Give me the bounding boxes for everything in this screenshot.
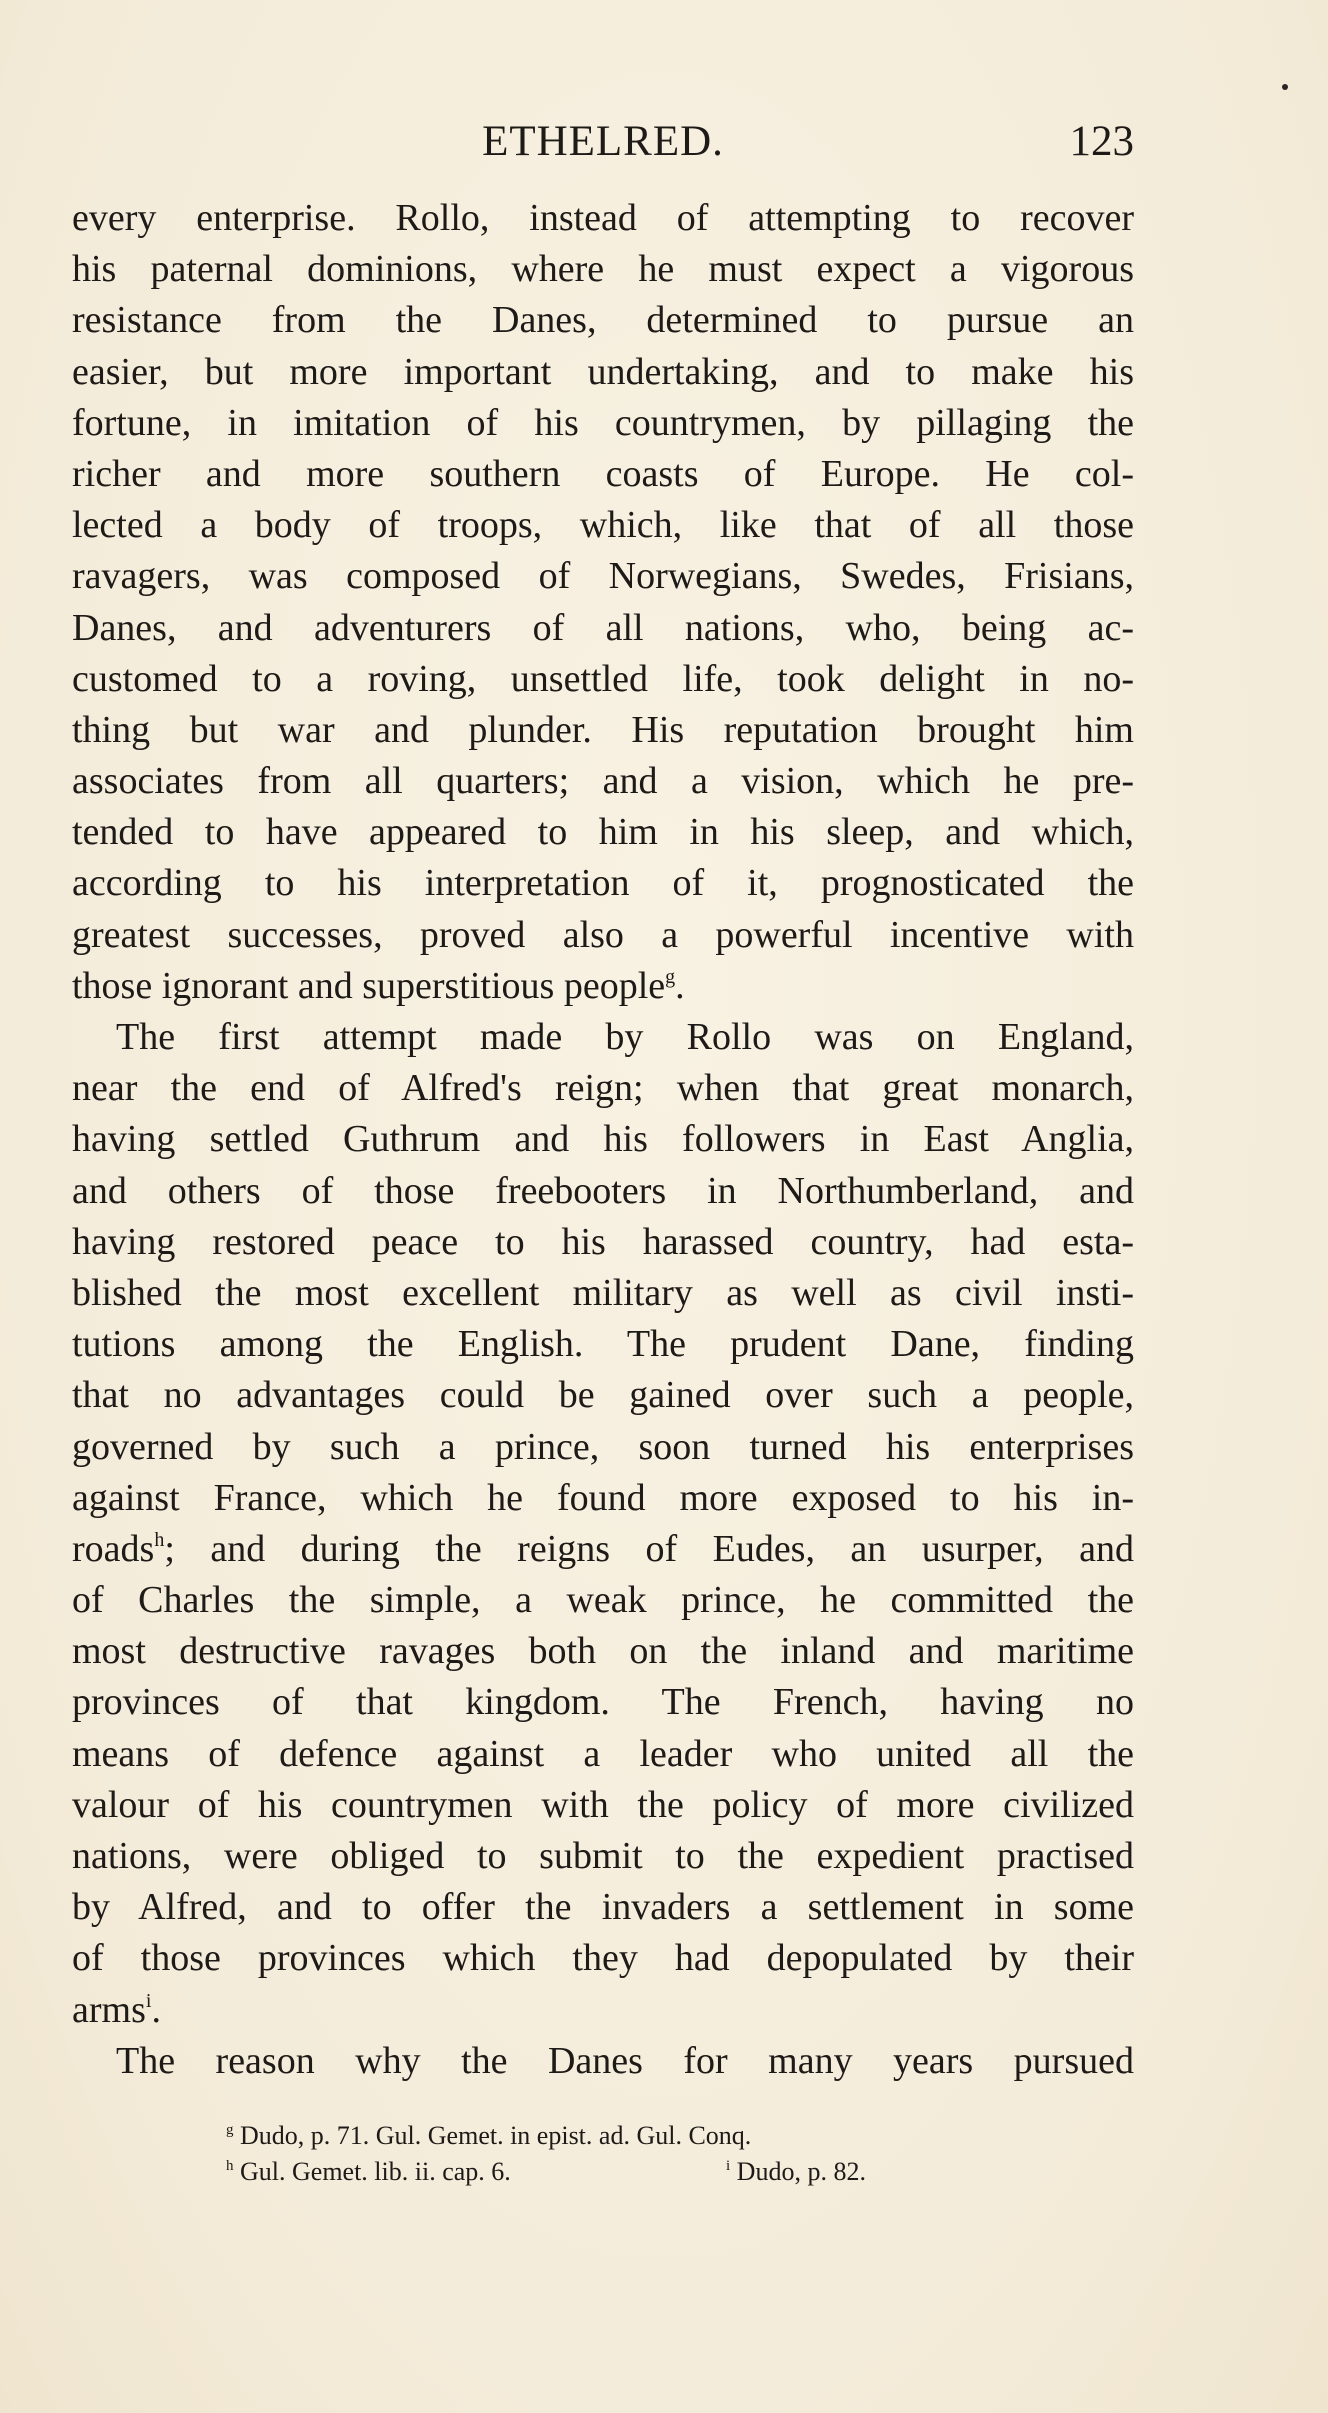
footnote-i bbox=[726, 2154, 866, 2190]
footnote-text: Gul. Gemet. lib. ii. cap. 6. bbox=[240, 2157, 511, 2186]
text-line: every enterprise. Rollo, instead of attempting to recover bbox=[72, 197, 1134, 239]
text-line: and others of those freebooters in Northumberland, and bbox=[72, 1169, 1134, 1212]
text-line: thing but war and plunder. His reputation brought him bbox=[72, 708, 1134, 751]
line-text: ; and during the reigns of Eudes, an usurper, and bbox=[164, 1527, 1134, 1570]
line-text: those ignorant and superstitious people bbox=[72, 964, 666, 1007]
ink-speck bbox=[1282, 84, 1288, 90]
text-line: nations, were obliged to submit to the expedient practised bbox=[72, 1835, 1134, 1877]
text-line: against France, which he found more exposed to his in- bbox=[72, 1476, 1134, 1519]
page-number: 123 bbox=[1069, 118, 1134, 165]
text-line: blished the most excellent military as well as civil insti- bbox=[72, 1271, 1134, 1314]
text-line: associates from all quarters; and a vision, which he pre- bbox=[72, 760, 1134, 803]
footnote-ref-h: h bbox=[154, 1528, 165, 1551]
text-line: having settled Guthrum and his followers in East Anglia, bbox=[72, 1118, 1134, 1161]
text-line: fortune, in imitation of his countrymen, by pillaging the bbox=[72, 401, 1134, 444]
text-line: according to his interpretation of it, prognosticated the bbox=[72, 862, 1134, 905]
footnote-text: Dudo, p. 71. Gul. Gemet. in epist. ad. Gul. Conq. bbox=[240, 2121, 752, 2150]
text-line: greatest successes, proved also a powerful incentive with bbox=[72, 913, 1134, 956]
footnote-text: Dudo, p. 82. bbox=[736, 2157, 866, 2186]
footnote-g bbox=[226, 2118, 986, 2154]
text-line: richer and more southern coasts of Europe. He col- bbox=[72, 452, 1134, 495]
footnote-ref-g: g bbox=[665, 965, 676, 988]
footnote-h-i bbox=[226, 2154, 986, 2190]
text-line: valour of his countrymen with the policy of more civilized bbox=[72, 1783, 1134, 1826]
text-line: his paternal dominions, where he must expect a vigorous bbox=[72, 248, 1134, 291]
text-line: Danes, and adventurers of all nations, who, being ac- bbox=[72, 606, 1134, 649]
running-head: ETHELRED. bbox=[482, 118, 724, 165]
text-line: tended to have appeared to him in his sleep, and which, bbox=[72, 811, 1134, 854]
body-text bbox=[72, 193, 1134, 2087]
text-line: most destructive ravages both on the inland and maritime bbox=[72, 1630, 1134, 1673]
text-line: of those provinces which they had depopulated by their bbox=[72, 1937, 1134, 1980]
line-text: arms bbox=[72, 1988, 146, 2031]
text-line bbox=[72, 1524, 1134, 1575]
text-line: governed by such a prince, soon turned his enterprises bbox=[72, 1425, 1134, 1468]
footnote-marker-i: i bbox=[726, 2158, 731, 2174]
footnotes bbox=[226, 2118, 986, 2190]
text-line: means of defence against a leader who united all the bbox=[72, 1732, 1134, 1775]
text-line: easier, but more important undertaking, and to make his bbox=[72, 350, 1134, 393]
text-line: ravagers, was composed of Norwegians, Swedes, Frisians, bbox=[72, 555, 1134, 598]
text-line: lected a body of troops, which, like that of all those bbox=[72, 504, 1134, 547]
text-line: of Charles the simple, a weak prince, he committed the bbox=[72, 1579, 1134, 1622]
text-line: provinces of that kingdom. The French, having no bbox=[72, 1681, 1134, 1724]
text-line: by Alfred, and to offer the invaders a settlement in some bbox=[72, 1886, 1134, 1929]
text-line: The reason why the Danes for many years pursued bbox=[116, 2039, 1134, 2082]
text-line: The first attempt made by Rollo was on England, bbox=[116, 1016, 1134, 1058]
page-header bbox=[72, 112, 1134, 172]
text-line: that no advantages could be gained over such a people, bbox=[72, 1374, 1134, 1417]
text-line: resistance from the Danes, determined to pursue an bbox=[72, 299, 1134, 342]
footnote-ref-i: i bbox=[145, 1989, 152, 2012]
period: . bbox=[151, 1988, 161, 2031]
text-line: customed to a roving, unsettled life, took delight in no- bbox=[72, 657, 1134, 700]
line-text: roads bbox=[72, 1527, 155, 1570]
text-line: having restored peace to his harassed country, had esta- bbox=[72, 1220, 1134, 1263]
text-line bbox=[72, 1985, 1134, 2036]
text-line: near the end of Alfred's reign; when that great monarch, bbox=[72, 1067, 1134, 1110]
footnote-marker-h: h bbox=[226, 2158, 234, 2174]
text-line: tutions among the English. The prudent Dane, finding bbox=[72, 1323, 1134, 1366]
period: . bbox=[675, 964, 685, 1007]
text-line bbox=[72, 961, 1134, 1012]
footnote-marker-g: g bbox=[226, 2122, 234, 2138]
